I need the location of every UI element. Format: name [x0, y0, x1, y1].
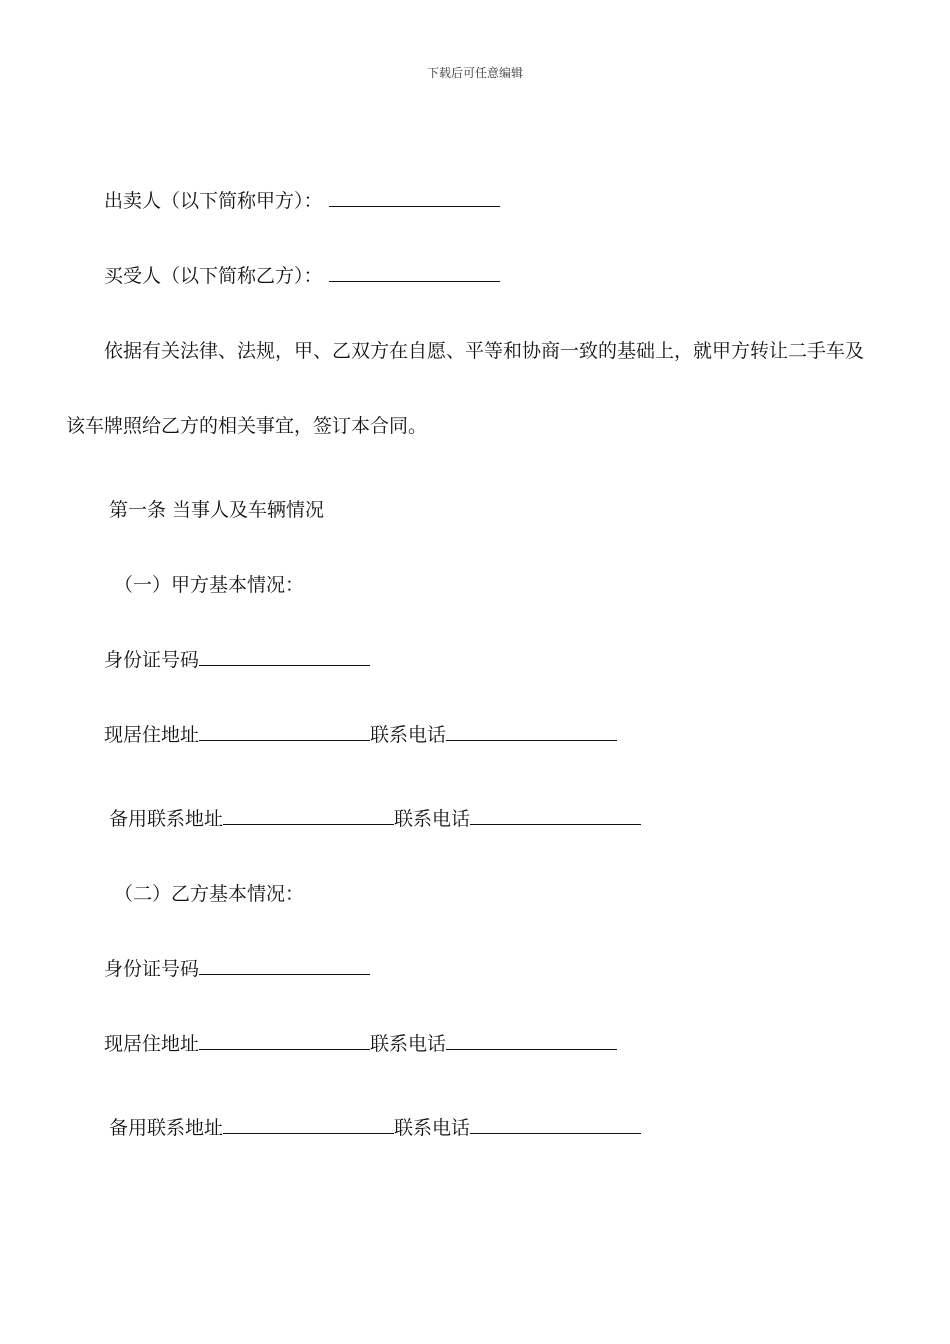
party-b-address-label: 现居住地址 [104, 1033, 200, 1055]
party-a-phone-blank[interactable] [446, 722, 617, 741]
intro-paragraph-line2: 该车牌照给乙方的相关事宜，签订本合同。 [66, 415, 428, 437]
party-b-alt-address-line [109, 1115, 641, 1141]
party-a-alt-phone-label: 联系电话 [394, 808, 471, 830]
party-b-alt-address-label: 备用联系地址 [109, 1117, 224, 1139]
party-b-id-blank[interactable] [199, 956, 370, 975]
party-b-address-blank[interactable] [199, 1031, 370, 1050]
article1-title: 第一条 当事人及车辆情况 [109, 499, 325, 521]
party-b-id-line [104, 956, 370, 982]
party-a-address-blank[interactable] [199, 722, 370, 741]
party-a-alt-address-line [109, 806, 641, 832]
party-a-heading: （一）甲方基本情况： [114, 574, 305, 596]
seller-name-blank[interactable] [329, 188, 500, 207]
party-a-alt-address-label: 备用联系地址 [109, 808, 224, 830]
intro-paragraph-line1: 依据有关法律、法规，甲、乙双方在自愿、平等和协商一致的基础上，就甲方转让二手车及 [104, 340, 865, 362]
party-b-phone-label: 联系电话 [370, 1033, 447, 1055]
party-a-id-line [104, 647, 370, 673]
party-a-phone-label: 联系电话 [370, 724, 447, 746]
party-b-alt-phone-label: 联系电话 [394, 1117, 471, 1139]
party-a-alt-phone-blank[interactable] [470, 806, 641, 825]
party-b-alt-address-blank[interactable] [223, 1115, 394, 1134]
buyer-name-blank[interactable] [329, 263, 500, 282]
party-b-heading: （二）乙方基本情况： [114, 883, 305, 905]
party-a-address-line [104, 722, 617, 748]
party-a-id-label: 身份证号码 [104, 649, 200, 671]
party-b-alt-phone-blank[interactable] [470, 1115, 641, 1134]
party-b-id-label: 身份证号码 [104, 958, 200, 980]
party-a-address-label: 现居住地址 [104, 724, 200, 746]
party-a-alt-address-blank[interactable] [223, 806, 394, 825]
page-header: 下载后可任意编辑 [426, 66, 523, 80]
buyer-line [104, 263, 500, 289]
seller-line [104, 188, 500, 214]
seller-label: 出卖人（以下简称甲方）： [104, 190, 323, 212]
party-b-phone-blank[interactable] [446, 1031, 617, 1050]
party-b-address-line [104, 1031, 617, 1057]
buyer-label: 买受人（以下简称乙方）： [104, 265, 323, 287]
party-a-id-blank[interactable] [199, 647, 370, 666]
